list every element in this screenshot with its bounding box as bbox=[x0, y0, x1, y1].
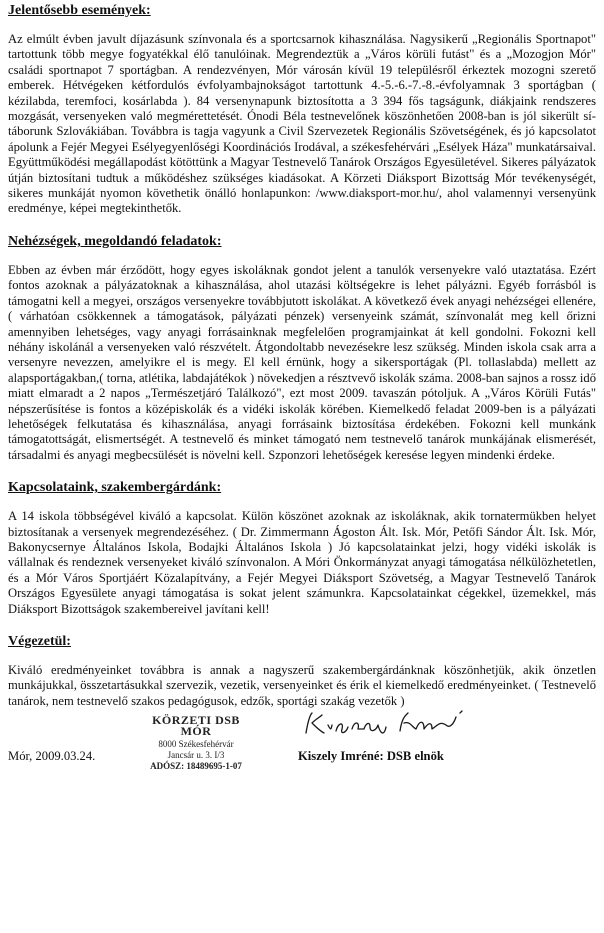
stamp-tax-number: ADÓSZ: 18489695-1-07 bbox=[150, 761, 242, 772]
section-paragraph: Kiváló eredményeinket továbbra is annak a nagyszerű szakembergárdánknak köszönhetjük, akik önzetlen munkájukkal, összetartásukkal szervezik, vezetik, versenyeinket és érik el kiemelkedő eredményeinket. ( Testnevelő tanárok, nem testnevelő szakos pedagógusok, edzők, sportági szakág vezetők ) bbox=[8, 663, 596, 708]
stamp-city: 8000 Székesfehérvár bbox=[158, 739, 234, 750]
section-paragraph: Ebben az évben már érződött, hogy egyes iskoláknak gondot jelent a tanulók versenyekre való utaztatása. Ezért fontos azoknak a pályázatoknak a kihasználása, ahol utazási költségekre is lehet pályázni. Egyéb forrásból is támogatni kell a megyei, országos versenyekre továbbjutott iskolákat. A következő évek anyagi nehézségei ellenére, ( várhatóan csökkennek a támogatások, pályázati pénzek) versenyeink számát, színvonalát meg kell őrizni amennyiben lehetséges, vagy anyagi forrásainknak megfelelően programjainkat át kell gondolni. Fokozni kell néhány iskolánál a versenyeken való részvételt. Átgondoltabb nevezésekre lesz szükség. Minden iskola csak arra a versenyre nevezzen, amelyikre el is megy. El kell érnünk, hogy a sikersportágak (Pl. tollaslabda) mellett az alapsportágakban,( torna, atlétika, labdajátékok ) növekedjen a résztvevő iskolák száma. 2008-ban sajnos a rossz idő miatt elmaradt a 2 napos „Természetjáró Találkozó", ezt most 2009. tavaszán pótoljuk. A „Város Körüli Futás" népszerűsítése is fontos a középiskolák és a vidéki iskolák körében. Kiemelkedő feladat 2009-ben is a pályázati lehetőségek felkutatása és kihasználása, anyagi forrásaink biztosítása érdekében. Fokozni kell munkánk támogatottságát, elismertségét. A testnevelő és minket támogató nem testnevelő tanárok munkájának elismerését, társadalmi és anyagi megbecsülését is növelni kell. Szponzori lehetőségek keresése legyen mindenki érdeke. bbox=[8, 262, 596, 462]
section-heading: Nehézségek, megoldandó feladatok: bbox=[8, 233, 222, 249]
document-footer bbox=[8, 713, 596, 783]
section-heading: Végezetül: bbox=[8, 634, 71, 649]
place-date: Mór, 2009.03.24. bbox=[8, 749, 96, 764]
section-events bbox=[8, 2, 596, 217]
section-paragraph: Az elmúlt évben javult díjazásunk színvonala és a sportcsarnok kihasználása. Nagysikerű „Regionális Sportnapot" tartottunk több megye fogyatékkal élő tanulóinak. Megrendeztük a „Város körüli futást" és a „Mozogjon Mór" családi sportnapot 7 sportágban. A rendezvényen, Mór városán kívül 19 településről érkeztek mozogni szerető emberek. Hétvégeken kétfordulós évfolyambajnokságot tartottunk 4.-5.-6.-7.-8.-évfolyamnak 3 sportágban ( kézilabda, teremfoci, kosárlabda ). 84 versenynapunk biztosította a 3 394 fős tagságunk, diákjaink rendszeres mozgását, versenyeken való megmérettetését. Ónodi Béla testnevelőnek köszönhetően 2008-ban is jól sikerült sí-táborunk Szlovákiában. Továbbra is tagja vagyunk a Civil Szervezetek Regionális Szövetségének, és jó kapcsolatot ápolunk a Fejér Megyei Esélyegyenlőségi Koordinációs Irodával, a székesfehérvári „Esélyek Háza" munkatársaival. Együttműködési megállapodást kötöttünk a Magyar Testnevelő Tanárok Országos Egyesületével. Sikeres pályázatok útján biztosítani tudtuk a működéshez szükséges kiadásokat. A Körzeti Diáksport Bizottság Mór tevékenységét, sikeres munkáját nyomon követhetik önálló honlapunkon: /www.diaksport-mor.hu/, ahol valamennyi versenyünk eredménye, képei megtekinthetők. bbox=[8, 32, 596, 216]
section-closing bbox=[8, 633, 596, 709]
section-heading: Jelentősebb események: bbox=[8, 3, 151, 18]
section-heading: Kapcsolataink, szakembergárdánk: bbox=[8, 480, 222, 496]
official-stamp bbox=[136, 715, 256, 772]
stamp-street: Jancsár u. 3. I/3 bbox=[167, 750, 225, 761]
handwritten-signature bbox=[300, 707, 470, 741]
section-relations bbox=[8, 479, 596, 617]
section-paragraph: A 14 iskola többségével kiváló a kapcsolat. Külön köszönet azoknak az iskoláknak, akik tornatermükben helyet biztosítanak a versenyek megrendezéséhez. ( Dr. Zimmermann Ágoston Ált. Isk. Mór, Petőfi Sándor Ált. Isk. Mór, Bakonycsernye Általános Iskola, Bodajki Általános Iskola ) Jó kapcsolatainkat jelzi, hogy vidéki iskolák is vállalnak és rendeznek versenyeket kiváló színvonalon. A Móri Önkormányzat anyagi támogatása nélkülözhetetlen, és a Mór Város Sportjáért Közalapítvány, a Fejér Megyei Diáksport Szövetség, a Magyar Testnevelő Tanárok Országos Egyesülete anyagi támogatása is sokat jelent számunkra. Kapcsolatainkat cégekkel, üzemekkel, más Diáksport Bizottságok szakembereivel javítani kell! bbox=[8, 509, 596, 616]
signer-name: Kiszely Imréné: DSB elnök bbox=[298, 749, 444, 764]
stamp-title: KÖRZETI DSB MÓR bbox=[152, 713, 240, 739]
section-difficulties bbox=[8, 233, 596, 463]
